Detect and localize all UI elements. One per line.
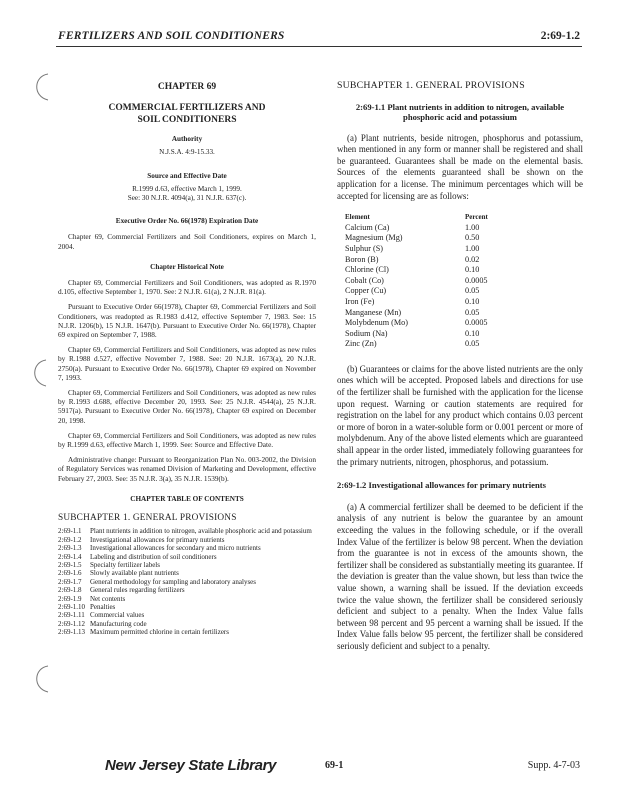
library-stamp: New Jersey State Library [105, 757, 277, 774]
right-column [337, 80, 583, 653]
authority-heading: Authority [171, 135, 203, 144]
toc-entry-number: 2:69-1.1 [58, 527, 82, 536]
element-row [345, 276, 583, 287]
eo-text: Chapter 69, Commercial Fertilizers and Soil Conditioners, expires on March 1, 2004. [58, 232, 316, 251]
toc-entry [58, 586, 316, 594]
element-percent: 0.05 [465, 307, 480, 317]
element-percent: 0.10 [465, 265, 480, 275]
toc-entry-number: 2:69-1.10 [58, 602, 86, 611]
element-name: Magnesium (Mg) [345, 233, 403, 243]
section-title-1-2: 2:69-1.2 Investigational allowances for primary nutrients [337, 480, 546, 491]
element-row [345, 233, 583, 244]
element-percent: 0.05 [465, 286, 480, 296]
element-name: Zinc (Zn) [345, 339, 377, 349]
element-name: Iron (Fe) [345, 296, 375, 306]
page-number: 69-1 [325, 760, 344, 771]
element-table-header [345, 212, 583, 223]
toc-entry-number: 2:69-1.2 [58, 535, 82, 544]
toc-entry [58, 578, 316, 586]
toc-entry-title: Commercial values [90, 611, 145, 620]
toc-entry-title: Maximum permitted chlorine in certain fertilizers [90, 628, 229, 637]
toc-entry-number: 2:69-1.6 [58, 569, 82, 578]
history-heading: Chapter Historical Note [150, 262, 224, 271]
history-paragraph: Chapter 69, Commercial Fertilizers and Soil Conditioners, was adopted as new rules by R.1988 d.527, effective November 7, 1988. See: 20 N.J.R. 1673(a), 20 N.J.R. 2750(a). Pursuant to Executive Order No. 66(1978), Chapter 69 expired on November 7, 1993. [58, 345, 316, 382]
toc-entry-title: Plant nutrients in addition to nitrogen, available phosphoric acid and potassium [90, 527, 312, 536]
toc-entry-number: 2:69-1.4 [58, 552, 82, 561]
element-percent: 0.02 [465, 254, 480, 264]
toc-entry-number: 2:69-1.13 [58, 628, 86, 637]
element-name: Boron (B) [345, 254, 379, 264]
element-row [345, 265, 583, 276]
toc-entry-title: Net contents [90, 594, 126, 603]
subchapter-heading: SUBCHAPTER 1. GENERAL PROVISIONS [337, 80, 525, 91]
chapter-title-line1: COMMERCIAL FERTILIZERS AND [108, 103, 266, 114]
toc-entry-number: 2:69-1.8 [58, 586, 82, 595]
element-name: Chlorine (Cl) [345, 265, 389, 275]
history-paragraph: Chapter 69, Commercial Fertilizers and Soil Conditioners, was adopted as R.1970 d.105, effective September 1, 1970. See: 2 N.J.R. 61(a), 2 N.J.R. 81(a). [58, 278, 316, 297]
element-percent: 0.50 [465, 233, 480, 243]
toc-entry-title: General rules regarding fertilizers [90, 586, 185, 595]
toc-entry-title: General methodology for sampling and laboratory analyses [90, 577, 257, 586]
history-paragraph: Chapter 69, Commercial Fertilizers and Soil Conditioners, was adopted as new rules by R.1993 d.688, effective December 20, 1993. See: 25 N.J.R. 4544(a), 25 N.J.R. 5917(a). Pursuant to Executive Order No. 66(1978), Chapter 69 expired on December 20, 1998. [58, 388, 316, 425]
element-name: Manganese (Mn) [345, 307, 402, 317]
toc-entry [58, 595, 316, 603]
element-name: Calcium (Ca) [345, 222, 390, 232]
element-row [345, 255, 583, 266]
toc-subchapter: SUBCHAPTER 1. GENERAL PROVISIONS [58, 513, 237, 524]
element-name: Copper (Cu) [345, 286, 387, 296]
authority-text: N.J.S.A. 4:9-15.33. [159, 148, 215, 157]
element-name: Cobalt (Co) [345, 275, 384, 285]
chapter-title [58, 102, 316, 126]
toc-entry [58, 527, 316, 535]
column-header-element: Element [345, 213, 370, 222]
toc-entry-title: Manufacturing code [90, 619, 147, 628]
toc-entry-number: 2:69-1.11 [58, 611, 85, 620]
binder-hole-top [28, 72, 52, 102]
binder-hole-middle [26, 358, 50, 388]
toc-entry-title: Investigational allowances for secondary and micro nutrients [90, 544, 261, 553]
eo-heading: Executive Order No. 66(1978) Expiration Date [115, 217, 259, 226]
element-percent: 1.00 [465, 222, 480, 232]
element-percent: 0.0005 [465, 318, 488, 328]
element-row [345, 339, 583, 350]
element-row [345, 244, 583, 255]
toc-entry-title: Slowly available plant nutrients [90, 569, 179, 578]
toc-entry [58, 611, 316, 619]
toc-entry-title: Specialty fertilizer labels [90, 560, 160, 569]
element-percent: 0.05 [465, 339, 480, 349]
supplement-date: Supp. 4-7-03 [527, 760, 580, 771]
toc-entry [58, 553, 316, 561]
toc-entry-number: 2:69-1.9 [58, 594, 82, 603]
element-row [345, 286, 583, 297]
element-row [345, 329, 583, 340]
toc-entry [58, 561, 316, 569]
toc-entry [58, 544, 316, 552]
toc-entry-number: 2:69-1.3 [58, 544, 82, 553]
left-column [58, 80, 316, 637]
element-table [345, 212, 583, 350]
source-heading: Source and Effective Date [147, 171, 227, 180]
history-paragraph: Administrative change: Pursuant to Reorganization Plan No. 003-2002, the Division of Regulatory Services was renamed Division of Marketing and Development, effective February 27, 2003. See: 35 N.J.R. 3(a), 35 N.J.R. 1539(b). [58, 455, 316, 483]
element-name: Sulphur (S) [345, 243, 383, 253]
history-paragraph: Chapter 69, Commercial Fertilizers and Soil Conditioners, was adopted as new rules by R.1999 d.63, effective March 1, 1999. See: Source and Effective Date. [58, 430, 316, 450]
toc-entry-number: 2:69-1.12 [58, 619, 86, 628]
element-row [345, 308, 583, 319]
toc-entry [58, 620, 316, 628]
toc-entry [58, 628, 316, 636]
source-line2: See: 30 N.J.R. 4094(a), 31 N.J.R. 637(c). [127, 194, 247, 203]
source-line1: R.1999 d.63, effective March 1, 1999. [132, 184, 242, 193]
element-row [345, 318, 583, 329]
toc-list [58, 527, 316, 636]
element-percent: 0.0005 [465, 275, 488, 285]
toc-entry [58, 569, 316, 577]
toc-entry-title: Penalties [90, 602, 116, 611]
chapter-title-line2: SOIL CONDITIONERS [137, 115, 237, 126]
section-title-1-1: 2:69-1.1 Plant nutrients in addition to nitrogen, available phosphoric acid and potassium [355, 101, 565, 123]
header-rule [56, 46, 582, 47]
binder-hole-bottom [28, 664, 52, 694]
chapter-number: CHAPTER 69 [157, 82, 217, 92]
running-header-title: FERTILIZERS AND SOIL CONDITIONERS [58, 30, 285, 42]
element-percent: 0.10 [465, 296, 480, 306]
element-row [345, 223, 583, 234]
element-percent: 0.10 [465, 328, 480, 338]
toc-entry [58, 536, 316, 544]
toc-entry-title: Labeling and distribution of soil conditioners [90, 552, 217, 561]
column-header-percent: Percent [465, 213, 488, 222]
toc-entry [58, 603, 316, 611]
section-1-2-paragraph-a: (a) A commercial fertilizer shall be deemed to be deficient if the analysis of any nutrient is below the guarantee by an amount exceeding the values in the following schedule, or if the overall Index Value of the fertilizer is below 98 percent. When the deviation from the guarantee is not in excess of the amounts shown, the fertilizer shall be considered as substantially meeting its guarantee. If the deviation is greater than the value shown, but less than twice the value shown, a warning shall be issued. If the deviation exceeds twice the value shown, the fertilizer shall be considered seriously deficient and subject to a penalty. When the Index Value falls between 98 percent and 95 percent a warning shall be issued. If the Index Value falls below 95 percent, the fertilizer shall be considered seriously deficient and subject to a penalty. [337, 501, 583, 651]
toc-entry-number: 2:69-1.5 [58, 560, 82, 569]
section-1-1-paragraph-a: (a) Plant nutrients, beside nitrogen, phosphorus and potassium, when mentioned in any form or manner shall be registered and shall be guaranteed. Guarantees shall be made on the elemental basis. Sources of the elements guaranteed shall be shown on the application for a license. The minimum percentages which will be accepted for licensing are as follows: [337, 132, 583, 201]
toc-entry-number: 2:69-1.7 [58, 577, 82, 586]
element-row [345, 297, 583, 308]
toc-entry-title: Investigational allowances for primary nutrients [90, 535, 225, 544]
history-paragraph: Pursuant to Executive Order 66(1978), Chapter 69, Commercial Fertilizers and Soil Conditioners, was readopted as R.1983 d.412, effective September 7, 1983. See: 15 N.J.R. 1206(b), 15 N.J.R. 1647(b). Pursuant to Executive Order No. 66(1978), Chapter 69 expired on September 7, 1988. [58, 302, 316, 340]
element-name: Sodium (Na) [345, 328, 388, 338]
element-rows [345, 223, 583, 350]
element-percent: 1.00 [465, 243, 480, 253]
toc-heading: CHAPTER TABLE OF CONTENTS [130, 494, 244, 503]
section-1-1-paragraph-b: (b) Guarantees or claims for the above listed nutrients are the only ones which will be accepted. Proposed labels and directions for use of the fertilizer shall be furnished with the application for the license upon request. Warning or caution statements are required for registration on the label for any product which contains 0.03 percent or more of boron in a water-soluble form or 0.001 percent or more of molybdenum. Any of the above listed elements which are guaranteed shall appear in the order listed, immediately following guarantees for the primary nutrients, nitrogen, phosphorus, and potassium. [337, 363, 583, 467]
element-name: Molybdenum (Mo) [345, 318, 408, 328]
running-header-code: 2:69-1.2 [540, 30, 580, 42]
